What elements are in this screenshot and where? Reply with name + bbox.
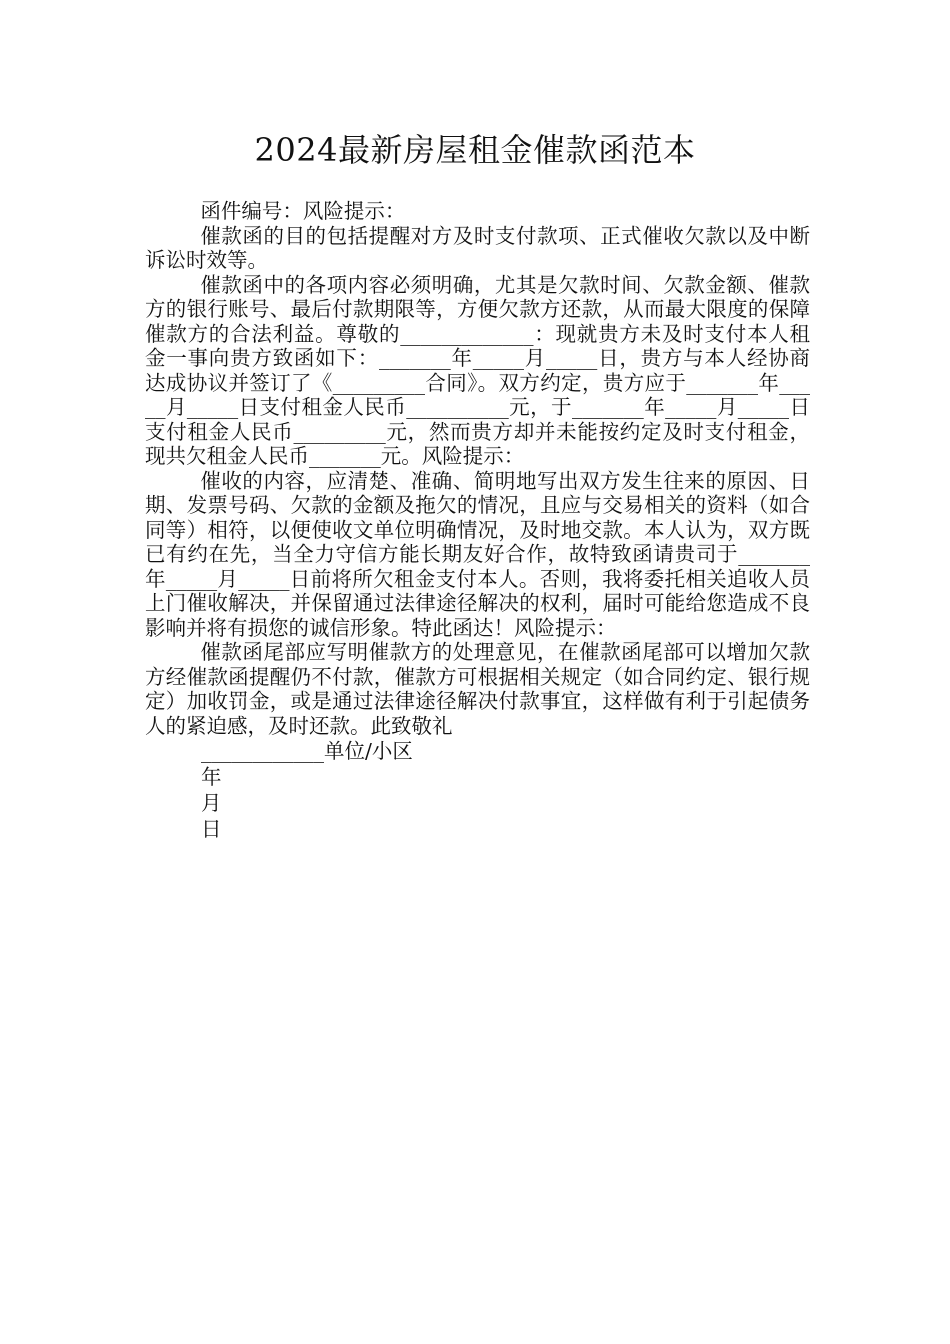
- paragraph-collection-content: 催收的内容，应清楚、准确、简明地写出双方发生往来的原因、日期、发票号码、欠款的金额及拖欠的情况，且应与交易相关的资料（如合同等）相符，以便使收文单位明确情况，及时地交款。本人认为，双方既已有约在先，当全力守信方能长期友好合作，故特致函请贵司于_______年_____月_____日前将所欠租金支付本人。否则，我将委托相关追收人员上门催收解决，并保留通过法律途径解决的权利，届时可能给您造成不良影响并将有损您的诚信形象。特此函达！风险提示：: [145, 468, 810, 640]
- signature-year: 年: [201, 765, 222, 789]
- paragraph-purpose: 催款函的目的包括提醒对方及时支付款项、正式催收欠款以及中断诉讼时效等。: [145, 223, 810, 272]
- signature-month: 月: [201, 791, 222, 815]
- document-title: 2024最新房屋租金催款函范本: [254, 131, 696, 169]
- signature-day: 日: [201, 817, 222, 841]
- signature-unit: ____________单位/小区: [201, 739, 413, 763]
- paragraph-letter-content: 催款函中的各项内容必须明确，尤其是欠款时间、欠款金额、催款方的银行账号、最后付款期限等，方便欠款方还款，从而最大限度的保障催款方的合法利益。尊敬的_____________：现就贵方未及时支付本人租金一事向贵方致函如下：_______年_____月_____日，贵方与本人经协商达成协议并签订了《_________合同》。双方约定，贵方应于_______年_____月_____日支付租金人民币__________元，于_______年_____月_____日支付租金人民币_________元，然而贵方却并未能按约定及时支付租金，现共欠租金人民币_______元。风险提示：: [145, 272, 810, 468]
- paragraph-letter-number: 函件编号：风险提示：: [200, 199, 406, 223]
- paragraph-closing: 催款函尾部应写明催款方的处理意见，在催款函尾部可以增加欠款方经催款函提醒仍不付款，催款方可根据相关规定（如合同约定、银行规定）加收罚金，或是通过法律途径解决付款事宜，这样做有利于引起债务人的紧迫感，及时还款。此致敬礼: [145, 640, 810, 738]
- document-body: [145, 199, 810, 842]
